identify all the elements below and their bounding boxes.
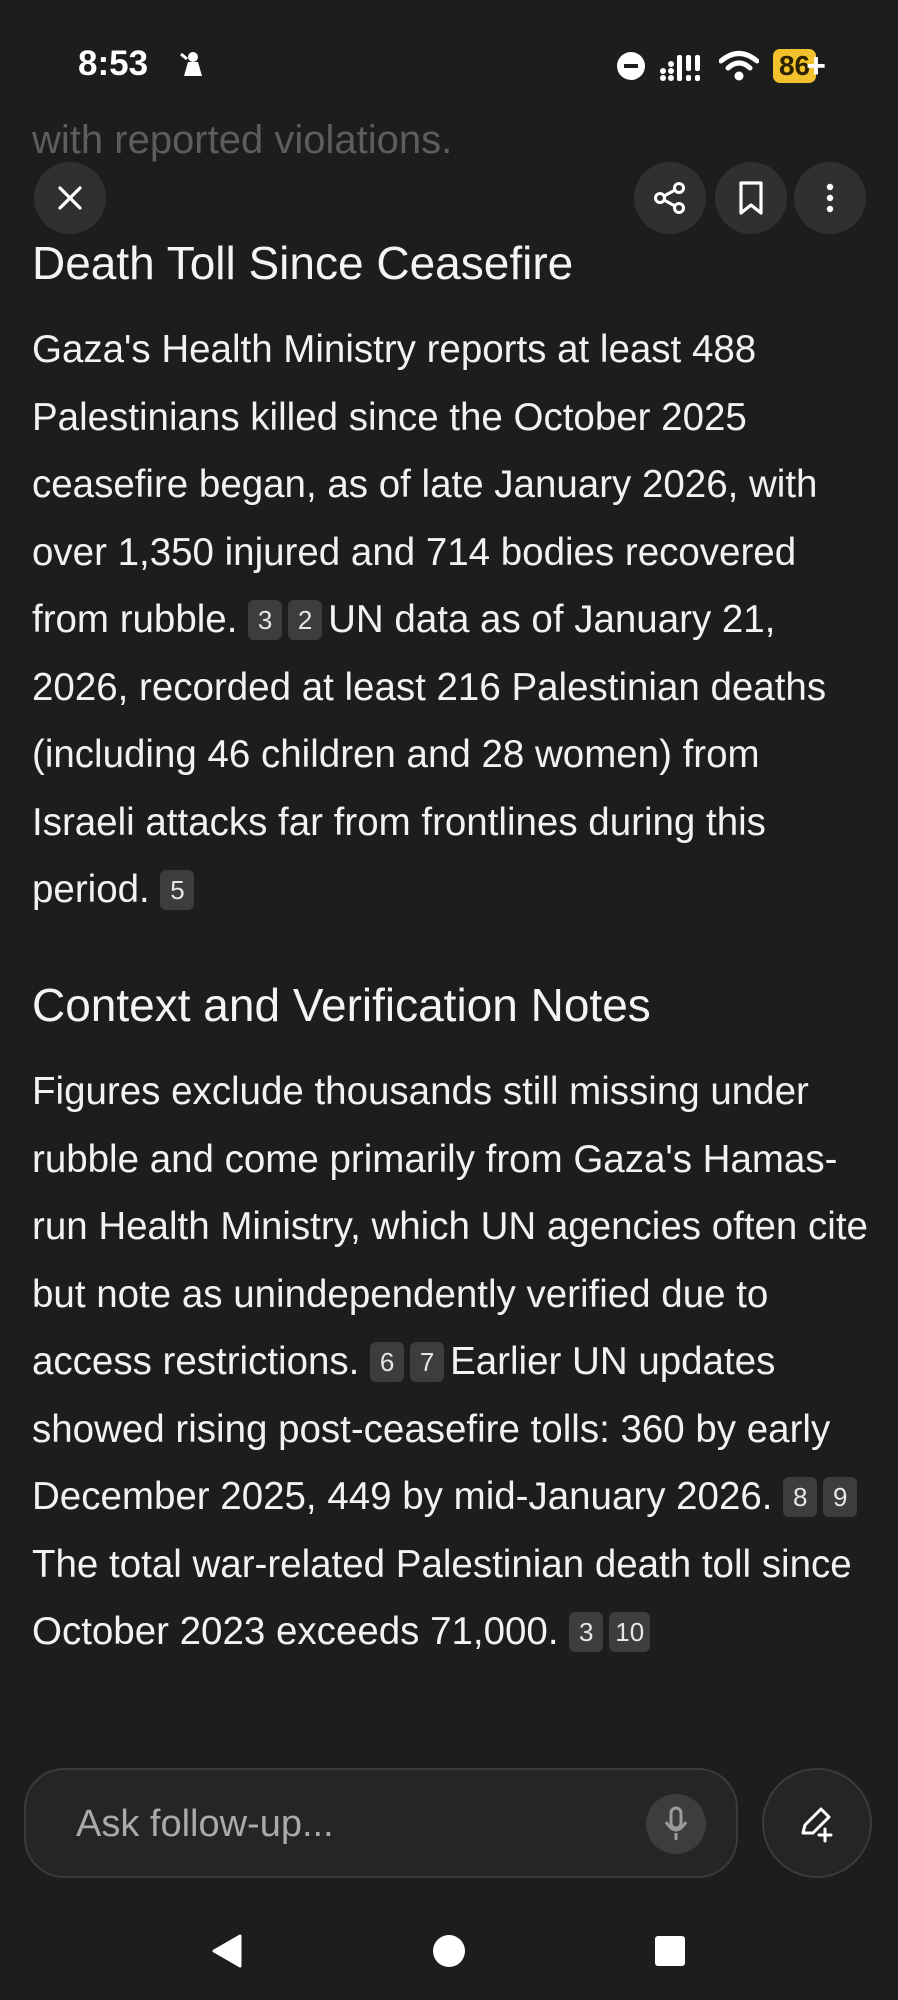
paragraph-text: UN data as of January 21, 2026, recorded at least 216 Palestinian deaths (including 46 children and 28 women) from Israeli attacks far from frontlines during this period. [32, 598, 827, 911]
share-icon [653, 181, 687, 215]
more-options-button[interactable] [794, 162, 866, 234]
close-button[interactable] [34, 162, 106, 234]
status-time: 8:53 [78, 44, 149, 83]
section-heading-death-toll: Death Toll Since Ceasefire [32, 237, 574, 289]
bookmark-icon [737, 180, 765, 216]
article [32, 0, 872, 1780]
paragraph-text: Earlier UN updates showed rising post-ceasefire tolls: 360 by early December 2025, 449 by mid-January 2026. [32, 1340, 831, 1518]
compose-icon [797, 1803, 837, 1843]
recents-icon[interactable] [654, 1935, 686, 1967]
more-icon [825, 183, 835, 213]
citation-chip[interactable]: 9 [823, 1477, 857, 1517]
section-heading-context: Context and Verification Notes [32, 979, 651, 1031]
microphone-button[interactable] [646, 1794, 706, 1854]
paragraph-text: Figures exclude thousands still missing under rubble and come primarily from Gaza's Hamas-run Health Ministry, which UN agencies often cite but note as unindependently verified due to access restrictions. [32, 1070, 868, 1383]
follow-up-input[interactable] [74, 1770, 638, 1878]
citation-chip[interactable]: 6 [370, 1342, 404, 1382]
citation-chip[interactable]: 10 [609, 1612, 650, 1652]
citation-chip[interactable]: 8 [783, 1477, 817, 1517]
faded-text-line: with reported violations. [32, 118, 453, 162]
navigation-bar [0, 1900, 898, 2000]
paragraph-text: The total war-related Palestinian death toll since October 2023 exceeds 71,000. [32, 1542, 852, 1653]
close-icon [57, 185, 83, 211]
paragraph-context [32, 1058, 868, 1666]
back-icon[interactable] [208, 1933, 244, 1969]
microphone-icon [663, 1806, 689, 1842]
home-icon[interactable] [431, 1933, 467, 1969]
paragraph-death-toll [32, 316, 868, 924]
battery-level: 86 [773, 49, 816, 83]
citation-chip[interactable]: 5 [160, 870, 194, 910]
citation-chip[interactable]: 2 [288, 600, 322, 640]
bookmark-button[interactable] [715, 162, 787, 234]
citation-chip[interactable]: 3 [569, 1612, 603, 1652]
paragraph-text: Gaza's Health Ministry reports at least 488 Palestinians killed since the October 2025 ceasefire began, as of late January 2026, with over 1,350 injured and 714 bodies recovered from rubble. [32, 328, 818, 641]
new-thread-button[interactable] [762, 1768, 872, 1878]
follow-up-box[interactable] [24, 1768, 738, 1878]
citation-chip[interactable]: 3 [248, 600, 282, 640]
battery-charging: + [806, 46, 826, 85]
citation-chip[interactable]: 7 [410, 1342, 444, 1382]
share-button[interactable] [634, 162, 706, 234]
